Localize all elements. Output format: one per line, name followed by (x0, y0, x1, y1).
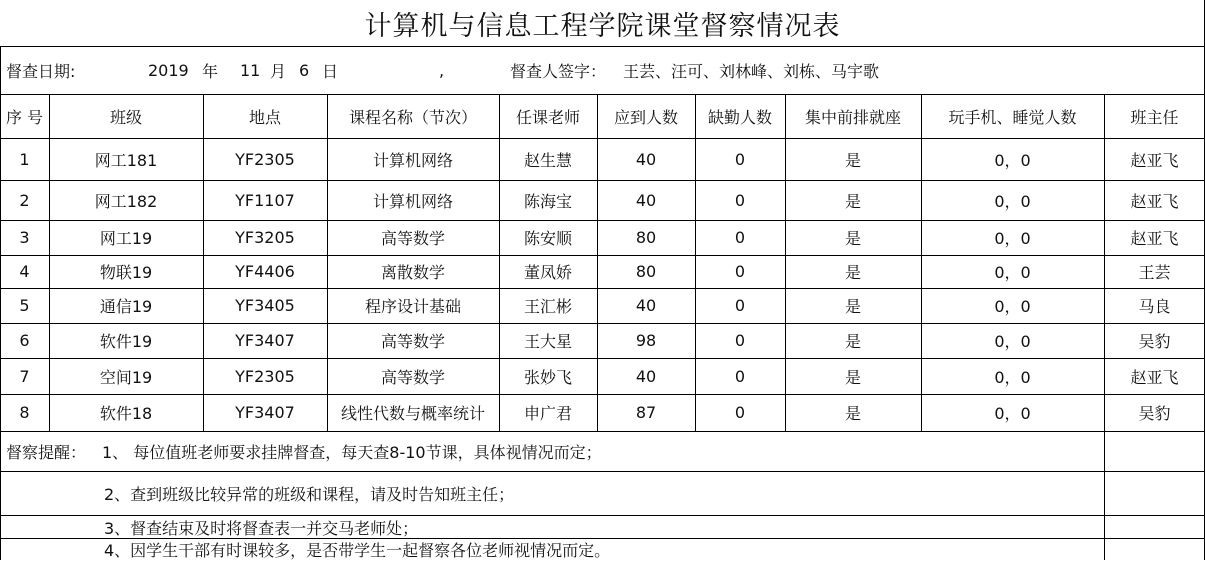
cell-front-seating: 是 (844, 367, 861, 387)
note-item: 2、查到班级比较异常的班级和课程，请及时告知班主任； (104, 485, 515, 504)
grid-line (597, 94, 598, 431)
cell-absent: 0 (734, 149, 746, 169)
grid-line (0, 94, 1205, 95)
notes-label: 督察提醒： (6, 442, 87, 462)
grid-line (0, 138, 1205, 139)
cell-teacher: 陈海宝 (523, 191, 572, 211)
cell-front-seating: 是 (844, 404, 861, 423)
cell-course: 离散数学 (380, 263, 445, 282)
cell-front-seating: 是 (844, 191, 861, 211)
cell-teacher: 张妙飞 (523, 367, 572, 387)
cell-course: 线性代数与概率统计 (340, 404, 485, 423)
cell-class: 通信19 (99, 297, 153, 316)
note-item: 3、督查结束及时将督查表一并交马老师处； (104, 518, 419, 538)
grid-line (0, 288, 1205, 289)
grid-line (0, 323, 1205, 324)
cell-expected: 40 (635, 149, 657, 169)
header-front-seating: 集中前排就座 (804, 107, 901, 127)
cell-front-seating: 是 (844, 263, 861, 282)
grid-line (695, 94, 696, 431)
cell-class: 网工181 (94, 150, 158, 170)
cell-course: 计算机网络 (372, 191, 453, 211)
sheet-title: 计算机与信息工程学院课堂督察情况表 (364, 10, 841, 42)
cell-location: YF2305 (235, 149, 295, 169)
cell-absent: 0 (734, 228, 746, 247)
date-day-unit: 日 (322, 62, 339, 81)
cell-head-teacher: 赵亚飞 (1130, 229, 1179, 248)
date-month: 11 (240, 61, 261, 80)
cell-head-teacher: 王芸 (1138, 263, 1171, 282)
header-phone-sleep: 玩手机、睡觉人数 (948, 107, 1077, 127)
date-comma: , (439, 61, 445, 80)
header-course: 课程名称（节次） (348, 107, 477, 127)
cell-class: 空间19 (99, 367, 153, 387)
cell-front-seating: 是 (844, 229, 861, 248)
grid-line (327, 94, 328, 431)
cell-absent: 0 (734, 262, 746, 281)
cell-class: 物联19 (99, 263, 153, 282)
cell-location: YF3407 (235, 331, 295, 350)
grid-line (0, 358, 1205, 359)
cell-seq: 2 (19, 190, 30, 210)
header-class: 班级 (109, 107, 142, 127)
cell-seq: 7 (19, 366, 30, 386)
cell-expected: 80 (635, 262, 657, 281)
date-day: 6 (299, 61, 310, 80)
cell-class: 软件18 (99, 404, 153, 423)
cell-phone-sleep: 0，0 (994, 332, 1031, 351)
cell-front-seating: 是 (844, 297, 861, 316)
cell-teacher: 董凤娇 (523, 263, 572, 282)
date-year: 2019 (148, 61, 189, 80)
cell-location: YF3405 (235, 296, 295, 315)
cell-expected: 40 (635, 190, 657, 210)
cell-phone-sleep: 0，0 (994, 404, 1031, 423)
cell-teacher: 申广君 (523, 404, 572, 423)
grid-line (1104, 94, 1105, 431)
cell-expected: 40 (635, 296, 657, 315)
cell-expected: 87 (635, 403, 657, 422)
grid-line (0, 46, 1, 560)
cell-phone-sleep: 0，0 (994, 367, 1031, 387)
cell-teacher: 陈安顺 (523, 229, 572, 248)
cell-course: 高等数学 (380, 332, 445, 351)
cell-expected: 40 (635, 366, 657, 386)
grid-line (0, 46, 1205, 47)
grid-line (1104, 431, 1105, 560)
cell-phone-sleep: 0，0 (994, 297, 1031, 316)
cell-course: 计算机网络 (372, 150, 453, 170)
cell-teacher: 王汇彬 (523, 297, 572, 316)
grid-line (499, 94, 500, 431)
cell-head-teacher: 赵亚飞 (1130, 367, 1179, 387)
signers-label: 督查人签字： (510, 62, 607, 81)
header-location: 地点 (248, 107, 281, 127)
note-item: 1、 每位值班老师要求挂牌督查，每天查8-10节课，具体视情况而定； (102, 442, 602, 462)
cell-seq: 8 (19, 403, 30, 422)
cell-absent: 0 (734, 403, 746, 422)
grid-line (0, 394, 1205, 395)
cell-head-teacher: 赵亚飞 (1130, 191, 1179, 211)
cell-expected: 98 (635, 331, 657, 350)
cell-absent: 0 (734, 296, 746, 315)
cell-absent: 0 (734, 331, 746, 350)
cell-phone-sleep: 0，0 (994, 229, 1031, 248)
cell-course: 高等数学 (380, 367, 445, 387)
grid-line (0, 515, 1205, 516)
header-head-teacher: 班主任 (1130, 107, 1179, 127)
cell-seq: 5 (19, 296, 30, 315)
header-absent: 缺勤人数 (707, 107, 772, 127)
header-teacher: 任课老师 (515, 107, 580, 127)
grid-line (49, 94, 50, 431)
cell-absent: 0 (734, 190, 746, 210)
date-label: 督查日期: (6, 62, 76, 81)
cell-class: 网工182 (94, 191, 158, 211)
cell-phone-sleep: 0，0 (994, 263, 1031, 282)
cell-location: YF4406 (235, 262, 295, 281)
cell-location: YF3407 (235, 403, 295, 422)
grid-line (0, 255, 1205, 256)
date-year-unit: 年 (202, 62, 219, 81)
cell-class: 网工19 (99, 229, 153, 248)
grid-line (0, 538, 1205, 539)
cell-teacher: 赵生慧 (523, 150, 572, 170)
signers-names: 王芸、汪可、刘林峰、刘栋、马宇歌 (623, 62, 880, 81)
cell-class: 软件19 (99, 332, 153, 351)
cell-course: 高等数学 (380, 229, 445, 248)
cell-front-seating: 是 (844, 150, 861, 170)
cell-head-teacher: 吴豹 (1138, 332, 1171, 351)
cell-teacher: 王大星 (523, 332, 572, 351)
header-expected: 应到人数 (613, 107, 678, 127)
cell-location: YF1107 (235, 190, 295, 210)
cell-head-teacher: 马良 (1138, 297, 1171, 316)
cell-seq: 6 (19, 331, 30, 350)
cell-expected: 80 (635, 228, 657, 247)
grid-line (0, 431, 1205, 432)
cell-seq: 4 (19, 262, 30, 281)
cell-head-teacher: 吴豹 (1138, 404, 1171, 423)
grid-line (921, 94, 922, 431)
cell-head-teacher: 赵亚飞 (1130, 150, 1179, 170)
note-item: 4、因学生干部有时课较多，是否带学生一起督察各位老师视情况而定。 (104, 541, 611, 560)
header-seq: 序 号 (5, 107, 44, 127)
cell-absent: 0 (734, 366, 746, 386)
grid-line (203, 94, 204, 431)
cell-front-seating: 是 (844, 332, 861, 351)
cell-location: YF2305 (235, 366, 295, 386)
grid-line (785, 94, 786, 431)
cell-phone-sleep: 0，0 (994, 191, 1031, 211)
grid-line (0, 471, 1205, 472)
grid-line (0, 180, 1205, 181)
cell-seq: 3 (19, 228, 30, 247)
cell-location: YF3205 (235, 228, 295, 247)
cell-course: 程序设计基础 (364, 297, 461, 316)
grid-line (0, 220, 1205, 221)
date-month-unit: 月 (270, 62, 287, 81)
cell-seq: 1 (19, 149, 30, 169)
cell-phone-sleep: 0，0 (994, 150, 1031, 170)
